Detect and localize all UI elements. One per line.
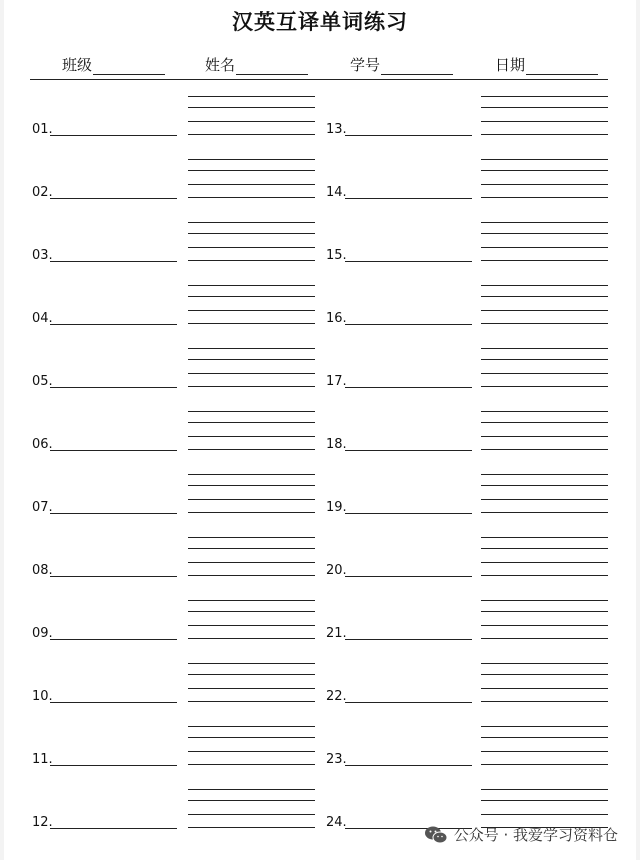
writing-line[interactable] [481, 159, 608, 160]
answer-line[interactable] [345, 576, 472, 577]
writing-line[interactable] [481, 726, 608, 727]
writing-line[interactable] [188, 674, 315, 675]
writing-line[interactable] [188, 474, 315, 475]
writing-line[interactable] [481, 611, 608, 612]
writing-line[interactable] [481, 485, 608, 486]
answer-line[interactable] [345, 450, 472, 451]
writing-line[interactable] [481, 359, 608, 360]
item-number: 11. [32, 752, 53, 767]
writing-line[interactable] [188, 422, 315, 423]
writing-line[interactable] [188, 348, 315, 349]
exercise-row [0, 395, 640, 458]
exercise-row [0, 332, 640, 395]
writing-line[interactable] [481, 625, 608, 626]
writing-line[interactable] [481, 638, 608, 639]
writing-line[interactable] [188, 197, 315, 198]
writing-line[interactable] [188, 701, 315, 702]
item-number: 14. [326, 185, 347, 200]
name-blank [236, 58, 308, 75]
writing-line[interactable] [481, 310, 608, 311]
wechat-icon [424, 825, 448, 845]
name-label: 姓名 [205, 56, 236, 74]
class-label: 班级 [62, 56, 93, 74]
writing-line[interactable] [188, 789, 315, 790]
student-id-blank [381, 58, 453, 75]
writing-line[interactable] [188, 449, 315, 450]
writing-line[interactable] [481, 323, 608, 324]
exercise-row [0, 584, 640, 647]
writing-line[interactable] [188, 548, 315, 549]
answer-line[interactable] [50, 639, 177, 640]
item-number: 19. [326, 500, 347, 515]
answer-line[interactable] [345, 135, 472, 136]
writing-line[interactable] [481, 296, 608, 297]
writing-line[interactable] [188, 751, 315, 752]
watermark-text: 公众号 · 我爱学习资料仓 [453, 826, 618, 844]
answer-line[interactable] [50, 765, 177, 766]
answer-line[interactable] [345, 198, 472, 199]
item-number: 13. [326, 122, 347, 137]
answer-line[interactable] [345, 387, 472, 388]
writing-line[interactable] [481, 222, 608, 223]
writing-line[interactable] [188, 247, 315, 248]
answer-line[interactable] [345, 765, 472, 766]
writing-line[interactable] [188, 663, 315, 664]
writing-line[interactable] [188, 600, 315, 601]
item-number: 23. [326, 752, 347, 767]
writing-line[interactable] [188, 726, 315, 727]
writing-line[interactable] [188, 800, 315, 801]
writing-line[interactable] [481, 537, 608, 538]
writing-line[interactable] [481, 499, 608, 500]
item-number: 03. [32, 248, 53, 263]
writing-line[interactable] [481, 814, 608, 815]
class-blank [93, 58, 165, 75]
student-id-label: 学号 [350, 56, 381, 74]
writing-line[interactable] [481, 422, 608, 423]
item-number: 16. [326, 311, 347, 326]
answer-line[interactable] [345, 513, 472, 514]
answer-line[interactable] [50, 198, 177, 199]
exercise-row [0, 143, 640, 206]
writing-line[interactable] [481, 764, 608, 765]
answer-line[interactable] [345, 324, 472, 325]
item-number: 04. [32, 311, 53, 326]
answer-line[interactable] [50, 513, 177, 514]
class-field [62, 54, 165, 75]
writing-line[interactable] [481, 260, 608, 261]
writing-line[interactable] [188, 233, 315, 234]
watermark [424, 824, 618, 845]
writing-line[interactable] [188, 222, 315, 223]
writing-line[interactable] [481, 121, 608, 122]
answer-line[interactable] [50, 576, 177, 577]
student-id-field [350, 54, 453, 75]
writing-line[interactable] [188, 537, 315, 538]
writing-line[interactable] [481, 107, 608, 108]
item-number: 07. [32, 500, 53, 515]
item-number: 21. [326, 626, 347, 641]
answer-line[interactable] [50, 387, 177, 388]
writing-line[interactable] [481, 512, 608, 513]
item-number: 09. [32, 626, 53, 641]
writing-line[interactable] [188, 611, 315, 612]
writing-line[interactable] [188, 184, 315, 185]
exercise-row [0, 80, 640, 143]
writing-line[interactable] [481, 373, 608, 374]
item-number: 05. [32, 374, 53, 389]
writing-line[interactable] [188, 638, 315, 639]
writing-line[interactable] [481, 789, 608, 790]
exercise-row [0, 206, 640, 269]
writing-line[interactable] [188, 512, 315, 513]
item-number: 18. [326, 437, 347, 452]
writing-line[interactable] [481, 170, 608, 171]
writing-line[interactable] [188, 285, 315, 286]
writing-line[interactable] [188, 625, 315, 626]
writing-line[interactable] [188, 436, 315, 437]
writing-line[interactable] [188, 170, 315, 171]
answer-line[interactable] [50, 324, 177, 325]
writing-line[interactable] [481, 674, 608, 675]
writing-line[interactable] [481, 436, 608, 437]
writing-line[interactable] [481, 285, 608, 286]
writing-line[interactable] [481, 449, 608, 450]
item-number: 15. [326, 248, 347, 263]
writing-line[interactable] [188, 499, 315, 500]
date-blank [526, 58, 598, 75]
writing-line[interactable] [188, 764, 315, 765]
writing-line[interactable] [188, 134, 315, 135]
writing-line[interactable] [188, 260, 315, 261]
writing-line[interactable] [481, 348, 608, 349]
writing-line[interactable] [481, 233, 608, 234]
writing-line[interactable] [481, 386, 608, 387]
item-number: 02. [32, 185, 53, 200]
writing-line[interactable] [481, 663, 608, 664]
writing-line[interactable] [188, 737, 315, 738]
answer-line[interactable] [50, 828, 177, 829]
exercise-row [0, 710, 640, 773]
writing-line[interactable] [481, 247, 608, 248]
answer-line[interactable] [345, 702, 472, 703]
writing-line[interactable] [188, 159, 315, 160]
writing-line[interactable] [188, 373, 315, 374]
item-number: 24. [326, 815, 347, 830]
item-number: 12. [32, 815, 53, 830]
writing-line[interactable] [481, 474, 608, 475]
item-number: 06. [32, 437, 53, 452]
writing-line[interactable] [188, 485, 315, 486]
answer-line[interactable] [345, 639, 472, 640]
date-label: 日期 [495, 56, 526, 74]
item-number: 22. [326, 689, 347, 704]
answer-line[interactable] [345, 261, 472, 262]
writing-line[interactable] [481, 701, 608, 702]
writing-line[interactable] [188, 107, 315, 108]
writing-line[interactable] [481, 688, 608, 689]
item-number: 01. [32, 122, 53, 137]
date-field [495, 54, 598, 75]
writing-line[interactable] [188, 688, 315, 689]
writing-line[interactable] [481, 562, 608, 563]
writing-line[interactable] [188, 562, 315, 563]
writing-line[interactable] [188, 296, 315, 297]
writing-line[interactable] [481, 96, 608, 97]
writing-line[interactable] [481, 737, 608, 738]
writing-line[interactable] [188, 411, 315, 412]
writing-line[interactable] [188, 814, 315, 815]
answer-line[interactable] [50, 261, 177, 262]
writing-line[interactable] [188, 359, 315, 360]
writing-line[interactable] [188, 323, 315, 324]
item-number: 08. [32, 563, 53, 578]
item-number: 17. [326, 374, 347, 389]
writing-line[interactable] [481, 800, 608, 801]
writing-line[interactable] [188, 96, 315, 97]
writing-line[interactable] [481, 197, 608, 198]
writing-line[interactable] [481, 134, 608, 135]
answer-line[interactable] [50, 135, 177, 136]
writing-line[interactable] [188, 121, 315, 122]
item-number: 20. [326, 563, 347, 578]
writing-line[interactable] [481, 575, 608, 576]
writing-line[interactable] [481, 184, 608, 185]
exercise-row [0, 521, 640, 584]
name-field [205, 54, 308, 75]
exercise-row [0, 458, 640, 521]
writing-line[interactable] [188, 386, 315, 387]
writing-line[interactable] [188, 310, 315, 311]
item-number: 10. [32, 689, 53, 704]
writing-line[interactable] [481, 548, 608, 549]
writing-line[interactable] [481, 600, 608, 601]
writing-line[interactable] [188, 827, 315, 828]
exercise-row [0, 269, 640, 332]
writing-line[interactable] [481, 411, 608, 412]
exercise-row [0, 647, 640, 710]
worksheet-title: 汉英互译单词练习 [232, 10, 408, 34]
writing-line[interactable] [481, 751, 608, 752]
answer-line[interactable] [50, 450, 177, 451]
answer-line[interactable] [50, 702, 177, 703]
writing-line[interactable] [188, 575, 315, 576]
